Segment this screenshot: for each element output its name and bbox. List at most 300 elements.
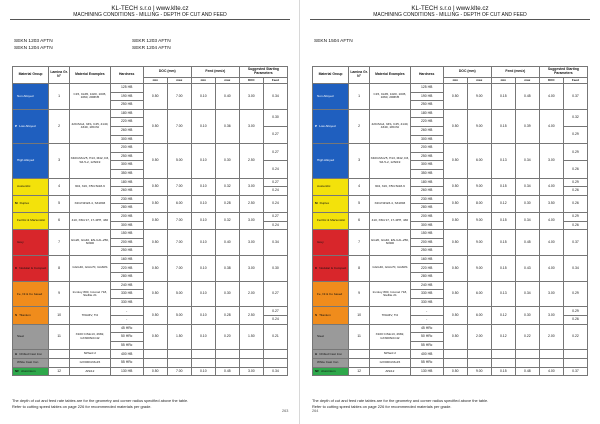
brand-header: KL-TECH s.r.o | www.klte.cz [111,5,189,12]
doc-max-value: 7.00 [167,178,191,195]
material-examples: GX300CrMo15 [70,359,111,368]
suggested-feed-value: 0.27 [263,281,287,307]
lamina-number: 7 [49,230,70,256]
table-row [313,281,588,290]
hardness-value: 280 HB [110,204,143,213]
material-group-name: White Cast Iron [317,360,339,365]
feed-max-value [515,359,539,368]
hardness-value: 125 HB [110,84,143,93]
material-group-cell [313,324,349,350]
hardness-value: 240 HB [410,281,443,290]
header-material-group: Material Group [13,67,49,84]
lamina-number: 2 [49,109,70,143]
suggested-feed-value: 0.34 [563,255,587,281]
doc-min-value: 0.50 [143,178,167,195]
suggested-feed-value [563,359,587,368]
brand-header: KL-TECH s.r.o | www.klte.cz [411,5,489,12]
material-group-name: Ferritic & Martensitic [317,218,346,223]
material-group-cell [13,255,49,281]
header-starting: Suggested Starting Parameters [239,67,287,78]
hardness-value: 220 HB [110,118,143,127]
doc-max-value: 7.00 [167,84,191,110]
table-row [13,212,288,221]
doc-min-value: 0.50 [143,230,167,256]
material-group-cell [13,324,49,350]
lamina-number: 1 [349,84,370,110]
hardness-value: - [410,316,443,325]
doc-min-value [443,350,467,359]
feed-max-value: 0.48 [515,367,539,376]
material-examples: Incoloy 800, Inconel 718, Stellite 21 [370,281,411,307]
hardness-value: 220 HB [110,264,143,273]
feed-min-value: 0.10 [191,178,215,195]
s-doc-value: 3.00 [239,230,263,256]
feed-min-value [191,359,215,368]
material-group-cell [313,144,349,178]
feed-max-value: 0.34 [515,281,539,307]
material-group-cell [313,281,349,307]
doc-min-value: 0.50 [443,307,467,324]
material-group-name: Non Alloyed [17,93,34,98]
hardness-value: 300 HB [110,161,143,170]
header-lamina: Lamina Gr. N° [49,67,70,84]
feed-min-value: 0.10 [191,367,215,376]
header-hardness: Hardness [410,67,443,84]
material-examples: C15, Ck45, 1020, 1045, 1060, 20MN5 [370,84,411,110]
hardness-value: 180 HB [110,178,143,187]
material-examples: GG20, GG40, EN-GJL-250, NI300 [370,230,411,256]
suggested-feed-value: 0.24 [263,221,287,230]
material-group-name: Low Alloyed [19,123,36,128]
material-group-name: Titanium [319,312,331,317]
hardness-value: 300 HB [410,221,443,230]
s-doc-value: 4.00 [539,255,563,281]
material-group-name: Chilled Cast Iron [19,351,43,356]
header-sub-min: min [443,78,467,84]
table-row [313,109,588,118]
feed-max-value: 0.32 [215,178,239,195]
table-row [13,367,288,376]
hardness-value: 130 HB [110,367,143,376]
feed-min-value: 0.15 [491,109,515,143]
table-row [13,144,288,153]
suggested-feed-value: 0.22 [563,324,587,350]
lamina-number: 9 [49,281,70,307]
hardness-value: 200 HB [410,144,443,153]
hardness-value: 260 HB [410,187,443,196]
material-group-name: High Alloyed [17,158,35,163]
feed-min-value: 0.13 [491,144,515,178]
material-examples: X2CrNiN23-4, S31803 [370,195,411,212]
material-examples: Ti6Al4V, Ti4 [70,307,111,324]
hardness-value: 220 HB [410,118,443,127]
header-examples: Material Examples [370,67,411,84]
material-examples: 42CrMo4, 34S, C45, 4140, 4340, 18CrNi [70,109,111,143]
doc-min-value: 0.50 [143,255,167,281]
table-row [13,178,288,187]
hardness-value: 180 HB [410,109,443,118]
page-number: 263 [282,409,289,413]
table-row [13,255,288,264]
material-examples: GX300CrMo15 [370,359,411,368]
material-group-cell [13,212,49,229]
iso-group-letter: M [15,201,18,206]
hardness-value: 230 HB [410,195,443,204]
feed-min-value: 0.15 [491,255,515,281]
material-group-name: White Cast Iron [17,360,39,365]
footer-line-2: Refer to cutting speed tables on page 226 for recommended materials per grade. [12,403,152,409]
material-group-name: Austenitic [17,184,31,189]
doc-max-value: 6.00 [467,281,491,307]
suggested-feed-value: 0.24 [263,195,287,212]
hardness-value: 130 HB [410,367,443,376]
material-group-cell [13,230,49,256]
header-examples: Material Examples [70,67,111,84]
hardness-value: 250 HB [410,152,443,161]
doc-min-value: 0.50 [443,255,467,281]
hardness-value: 300 HB [110,135,143,144]
suggested-feed-value [263,359,287,368]
suggested-feed-value: 0.27 [263,144,287,161]
s-doc-value: 4.00 [539,230,563,256]
feed-max-value [215,359,239,368]
hardness-value: 260 HB [110,187,143,196]
feed-max-value: 0.30 [515,307,539,324]
iso-group-letter: S [15,312,18,317]
s-doc-value: 4.00 [539,84,563,110]
feed-min-value: 0.15 [491,212,515,229]
s-doc-value: 3.00 [539,281,563,307]
doc-min-value: 0.50 [143,109,167,143]
s-doc-value: 2.00 [539,324,563,350]
feed-max-value: 0.34 [515,144,539,178]
footer-note [12,398,262,409]
hardness-value: 300 HB [410,161,443,170]
doc-min-value: 0.50 [143,281,167,307]
s-doc-value [539,359,563,368]
hardness-value: 350 HB [410,169,443,178]
doc-max-value: 9.00 [467,212,491,229]
material-group-name: Duplex [319,201,330,206]
hardness-value: 50 HRc [110,333,143,342]
s-doc-value: 3.00 [239,367,263,376]
material-group-name: Grey [17,239,24,244]
suggested-feed-value: 0.24 [263,161,287,178]
feed-max-value: 0.34 [515,212,539,229]
s-doc-value: 1.50 [239,324,263,350]
lamina-number: 8 [349,255,370,281]
suggested-feed-value: 0.37 [563,84,587,110]
feed-max-value: 0.36 [215,109,239,143]
hardness-value: 300 HB [110,221,143,230]
hardness-value: 230 HB [110,195,143,204]
lamina-number: 11 [49,324,70,350]
hardness-value: 55 HRc [110,359,143,368]
suggested-feed-value: 0.34 [263,367,287,376]
hardness-value: 250 HB [410,101,443,110]
hardness-value: - [110,316,143,325]
feed-max-value: 0.28 [215,195,239,212]
header-sub-max: max [515,78,539,84]
machining-table-left [12,66,288,376]
material-group-cell [313,367,349,376]
feed-min-value: 0.10 [191,324,215,350]
material-examples: X100 CrMo13, 4682, GX300NiCr42 [370,324,411,350]
hardness-value: 150 HB [410,230,443,239]
hardness-value: 280 HB [410,273,443,282]
hardness-value: 190 HB [110,92,143,101]
doc-max-value: 9.00 [467,84,491,110]
lamina-number: 12 [349,367,370,376]
suggested-feed-value: 0.27 [263,126,287,143]
product-code-1: SEKN 1504 AFTN [314,39,353,44]
feed-max-value: 0.32 [215,212,239,229]
suggested-feed-value: 0.24 [263,316,287,325]
s-doc-value: 2.50 [239,144,263,178]
feed-max-value: 0.22 [515,324,539,350]
doc-min-value [443,359,467,368]
header-sub-max: max [215,78,239,84]
doc-max-value: 7.00 [167,367,191,376]
material-group-cell [13,195,49,212]
feed-max-value: 0.30 [215,144,239,178]
hardness-value: 400 HB [410,350,443,359]
suggested-feed-value: 0.29 [563,212,587,221]
material-group-name: Ferritic & Martensitic [17,218,46,223]
material-examples: 304, 316, X5CrNi18-9 [370,178,411,195]
s-doc-value: 3.00 [239,212,263,229]
feed-min-value: 0.12 [491,324,515,350]
material-group-name: Grey [317,239,324,244]
doc-min-value: 0.50 [443,367,467,376]
material-group-cell [13,178,49,195]
hardness-value: 50 HRc [410,333,443,342]
suggested-feed-value: 0.29 [563,178,587,187]
material-group-name: Low Alloyed [319,123,336,128]
footer-line-1: The depth of cut and feed rate tables are for the geometry and corner radius specified above the table. [312,398,489,403]
material-examples: AlSi12 [370,367,411,376]
machining-table-right [312,66,588,376]
header-sub-max: max [467,78,491,84]
material-group-cell [13,367,49,376]
material-examples: Ti6Al4V, Ti4 [370,307,411,324]
doc-min-value: 0.50 [443,324,467,350]
s-doc-value: 4.00 [539,367,563,376]
hardness-value: 330 HB [410,290,443,299]
doc-max-value [467,350,491,359]
suggested-feed-value: 0.30 [263,109,287,126]
suggested-feed-value [563,350,587,359]
doc-max-value: 1.50 [167,324,191,350]
hardness-value: 260 HB [110,126,143,135]
hardness-value: 160 HB [410,255,443,264]
s-doc-value: 3.50 [539,195,563,212]
material-group-cell [313,230,349,256]
right-page [300,0,600,424]
feed-max-value: 0.40 [215,230,239,256]
material-examples: X40CrMoV5, H13, M42, D3, S6-5-2, 12NI19 [370,144,411,178]
hardness-value: 200 HB [410,212,443,221]
header-doc: DOC (mm) [143,67,191,78]
doc-max-value [467,359,491,368]
feed-max-value [215,350,239,359]
material-group-cell [313,84,349,110]
table-row [313,212,588,221]
feed-max-value: 0.38 [215,255,239,281]
lamina-number [49,359,70,368]
lamina-number: 4 [349,178,370,195]
material-group-name: Fe, Ni & Co based [317,291,343,296]
doc-max-value: 5.00 [167,281,191,307]
material-group-cell [13,359,49,368]
lamina-number: 6 [49,212,70,229]
material-group-cell [13,144,49,178]
iso-group-letter: K [15,265,18,270]
feed-min-value: 0.12 [491,307,515,324]
s-doc-value [539,350,563,359]
material-examples: 410, X6Cr17, 17-4PH, 430 [370,212,411,229]
doc-max-value: 9.00 [467,109,491,143]
header-sub-max: max [167,78,191,84]
feed-min-value: 0.15 [491,178,515,195]
hardness-value: 150 HB [110,230,143,239]
feed-min-value: 0.13 [491,281,515,307]
feed-min-value: 0.10 [191,144,215,178]
header-starting: Suggested Starting Parameters [539,67,587,78]
doc-max-value: 9.00 [467,178,491,195]
feed-min-value: 0.10 [191,195,215,212]
material-examples: GGG40, GGG70, GG60S [370,255,411,281]
lamina-number [49,350,70,359]
lamina-number: 3 [49,144,70,178]
doc-max-value: 6.00 [467,144,491,178]
hardness-value: 55 HRc [110,341,143,350]
material-group-name: Non Alloyed [317,93,334,98]
feed-min-value [491,350,515,359]
hardness-value: 280 HB [410,204,443,213]
material-group-name: Chilled Cast Iron [319,351,343,356]
material-examples: NiHard 2 [70,350,111,359]
header-sub-feed: Feed [563,78,587,84]
suggested-feed-value: 0.27 [263,307,287,316]
suggested-feed-value: 0.29 [563,281,587,307]
header-feed: Feed (mm/z) [191,67,239,78]
lamina-number: 11 [349,324,370,350]
doc-min-value: 0.50 [443,84,467,110]
doc-min-value: 0.50 [443,178,467,195]
hardness-value: 250 HB [110,152,143,161]
material-group-name: Fe, Ni & Co based [17,291,43,296]
suggested-feed-value: 0.27 [263,212,287,221]
suggested-feed-value: 0.32 [563,109,587,126]
material-group-cell [313,178,349,195]
material-examples: X40CrMoV5, H13, M42, D3, S6-5-2, 12NI19 [70,144,111,178]
header-doc: DOC (mm) [443,67,491,78]
feed-max-value: 0.30 [515,195,539,212]
hardness-value: 55 HRc [410,341,443,350]
table-row [13,230,288,239]
product-code-3: SEKR 1203 AFTN [132,39,171,44]
lamina-number: 1 [49,84,70,110]
feed-max-value [515,350,539,359]
hardness-value: 330 HB [110,290,143,299]
suggested-feed-value: 0.26 [563,221,587,230]
feed-max-value: 0.40 [215,84,239,110]
doc-min-value: 0.50 [143,195,167,212]
material-examples: GG20, GG40, EN-GJL-250, NI300 [70,230,111,256]
table-row [313,367,588,376]
hardness-value: 190 HB [410,92,443,101]
material-group-cell [13,84,49,110]
table-row [13,109,288,118]
header-sub-feed: Feed [263,78,287,84]
table-row [313,359,588,368]
lamina-number: 9 [349,281,370,307]
doc-min-value: 0.50 [143,212,167,229]
doc-min-value: 0.50 [143,324,167,350]
table-row [13,359,288,368]
feed-max-value: 0.39 [515,109,539,143]
suggested-feed-value: 0.26 [563,187,587,196]
material-examples: 304, 316, X5CrNi18-9 [70,178,111,195]
lamina-number: 7 [349,230,370,256]
s-doc-value: 3.00 [239,178,263,195]
hardness-value: 250 HB [110,101,143,110]
table-row [313,195,588,204]
feed-min-value: 0.15 [491,367,515,376]
suggested-feed-value: 0.27 [263,178,287,187]
doc-max-value: 6.00 [167,195,191,212]
table-row [13,84,288,93]
table-row [313,350,588,359]
iso-group-letter: P [315,123,318,128]
hardness-value: - [410,307,443,316]
material-examples: 42CrMo4, 34S, C45, 4140, 4340, 18CrNi [370,109,411,143]
table-row [13,350,288,359]
lamina-number: 5 [49,195,70,212]
feed-min-value: 0.15 [491,230,515,256]
hardness-value: 180 HB [410,178,443,187]
page-subtitle: MACHINING CONDITIONS - MILLING - DEPTH OF CUT AND FEED [73,12,227,18]
suggested-feed-value: 0.29 [563,126,587,143]
material-group-name: Titanium [19,312,31,317]
feed-max-value: 0.20 [215,324,239,350]
lamina-number: 6 [349,212,370,229]
doc-max-value: 5.00 [167,307,191,324]
material-group-name: Aluminium [321,368,336,373]
s-doc-value: 2.00 [239,281,263,307]
doc-min-value: 0.50 [443,109,467,143]
material-examples: GGG40, GGG70, GG60S [70,255,111,281]
lamina-number [349,350,370,359]
product-code-2: SEKN 1204 AFTN [14,46,53,51]
s-doc-value: 2.50 [239,307,263,324]
header-hardness: Hardness [110,67,143,84]
footer-line-1: The depth of cut and feed rate tables are for the geometry and corner radius specified above the table. [12,398,189,403]
feed-min-value: 0.10 [191,109,215,143]
lamina-number: 4 [49,178,70,195]
iso-group-letter: NF [315,368,320,373]
header-sub-doc: DOC [239,78,263,84]
suggested-feed-value: 0.26 [563,161,587,178]
feed-max-value: 0.28 [215,307,239,324]
header-rule [310,19,590,20]
lamina-number: 10 [349,307,370,324]
material-group-cell [313,109,349,143]
hardness-value: 400 HB [110,350,143,359]
hardness-value: 280 HB [110,273,143,282]
suggested-feed-value: 0.21 [263,324,287,350]
